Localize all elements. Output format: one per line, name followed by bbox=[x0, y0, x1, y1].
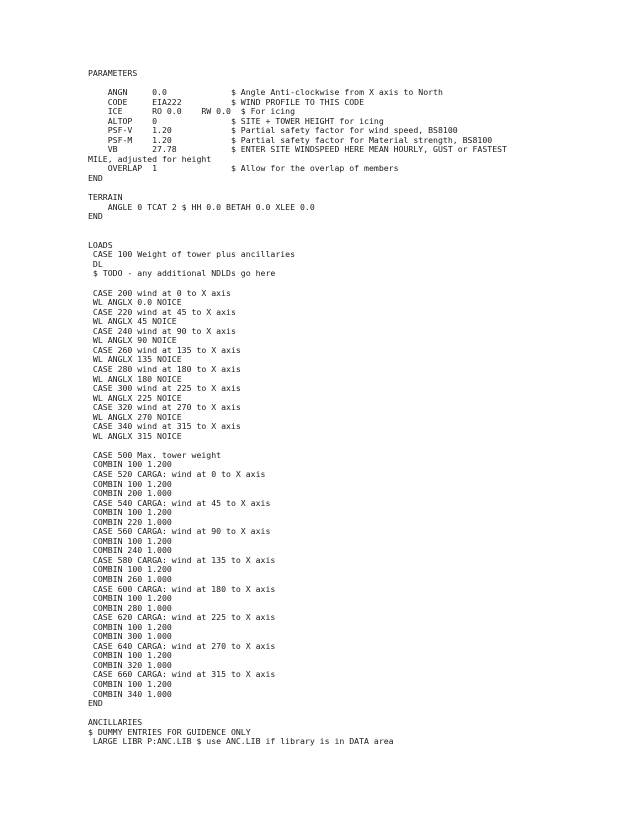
document-line: CASE 600 CARGA: wind at 180 to X axis bbox=[88, 583, 276, 594]
document-line: COMBIN 340 1.000 bbox=[88, 688, 172, 699]
document-line: COMBIN 280 1.000 bbox=[88, 602, 172, 613]
document-line bbox=[88, 709, 618, 719]
document-line: CASE 560 CARGA: wind at 90 to X axis bbox=[88, 526, 271, 537]
document-line: CASE 280 wind at 180 to X axis bbox=[88, 363, 241, 374]
document-line bbox=[88, 231, 618, 241]
document-line: CASE 620 CARGA: wind at 225 to X axis bbox=[88, 612, 276, 623]
document-line: CASE 660 CARGA: wind at 315 to X axis bbox=[88, 669, 276, 680]
document-line: END bbox=[88, 698, 103, 709]
document-line: LOADS bbox=[88, 239, 113, 250]
document-line: CASE 220 wind at 45 to X axis bbox=[88, 306, 236, 317]
document-line: WL ANGLX 315 NOICE bbox=[88, 430, 182, 441]
document-line: CODE EIA222 $ WIND PROFILE TO THIS CODE bbox=[88, 96, 365, 107]
document-line: PARAMETERS bbox=[88, 68, 138, 78]
document-line: CASE 540 CARGA: wind at 45 to X axis bbox=[88, 497, 271, 508]
document-line: ICE RO 0.0 RW 0.0 $ For icing bbox=[88, 106, 296, 117]
document-line: COMBIN 100 1.200 bbox=[88, 564, 172, 575]
document-line: COMBIN 100 1.200 bbox=[88, 621, 172, 632]
document-line: WL ANGLX 135 NOICE bbox=[88, 354, 182, 365]
document-line: ANGN 0.0 $ Angle Anti-clockwise from X axis to North bbox=[88, 87, 443, 98]
document-line: $ DUMMY ENTRIES FOR GUIDENCE ONLY bbox=[88, 726, 251, 737]
document-line: CASE 260 wind at 135 to X axis bbox=[88, 344, 241, 355]
document-line: COMBIN 100 1.200 bbox=[88, 507, 172, 518]
document-line: WL ANGLX 270 NOICE bbox=[88, 411, 182, 422]
document-line: COMBIN 100 1.200 bbox=[88, 650, 172, 661]
document-line: COMBIN 220 1.000 bbox=[88, 516, 172, 527]
document-line: COMBIN 100 1.200 bbox=[88, 535, 172, 546]
document-line: LARGE LIBR P:ANC.LIB $ use ANC.LIB if library is in DATA area bbox=[88, 736, 394, 747]
document-line: CASE 640 CARGA: wind at 270 to X axis bbox=[88, 640, 276, 651]
document-line: OVERLAP 1 $ Allow for the overlap of members bbox=[88, 163, 399, 174]
document-line: CASE 580 CARGA: wind at 135 to X axis bbox=[88, 554, 276, 565]
document-line: WL ANGLX 0.0 NOICE bbox=[88, 297, 182, 308]
document-line: COMBIN 320 1.000 bbox=[88, 659, 172, 670]
document-line: VB 27.78 $ ENTER SITE WINDSPEED HERE MEAN HOURLY, GUST or FASTEST bbox=[88, 144, 507, 155]
document-line: COMBIN 100 1.200 bbox=[88, 478, 172, 489]
document-line: DL bbox=[88, 258, 103, 269]
document-line: CASE 520 CARGA: wind at 0 to X axis bbox=[88, 468, 266, 479]
document-line: ANCILLARIES bbox=[88, 717, 143, 728]
document-line: ANGLE 0 TCAT 2 $ HH 0.0 BETAH 0.0 XLEE 0.0 bbox=[88, 201, 315, 212]
document-line: CASE 100 Weight of tower plus ancillaries bbox=[88, 249, 296, 260]
document-line: COMBIN 100 1.200 bbox=[88, 593, 172, 604]
document-line bbox=[88, 222, 618, 232]
document-line: COMBIN 260 1.000 bbox=[88, 573, 172, 584]
document-line: WL ANGLX 225 NOICE bbox=[88, 392, 182, 403]
document-line: CASE 300 wind at 225 to X axis bbox=[88, 383, 241, 394]
document-line: CASE 200 wind at 0 to X axis bbox=[88, 287, 231, 298]
document-line bbox=[88, 184, 618, 194]
document-line: WL ANGLX 180 NOICE bbox=[88, 373, 182, 384]
document-line: CASE 500 Max. tower weight bbox=[88, 449, 222, 460]
document-line: COMBIN 240 1.000 bbox=[88, 545, 172, 556]
document-line: CASE 320 wind at 270 to X axis bbox=[88, 402, 241, 413]
document-line: END bbox=[88, 173, 103, 184]
document-line: PSF-V 1.20 $ Partial safety factor for wind speed, BS8100 bbox=[88, 125, 458, 136]
document-line: COMBIN 300 1.000 bbox=[88, 631, 172, 642]
document-line: COMBIN 200 1.000 bbox=[88, 488, 172, 499]
document-line: MILE, adjusted for height bbox=[88, 153, 212, 164]
document-line: PSF-M 1.20 $ Partial safety factor for Material strength, BS8100 bbox=[88, 134, 493, 145]
document-line: $ TODO - any additional NDLDs go here bbox=[88, 268, 276, 279]
document-line: END bbox=[88, 211, 103, 222]
document-line: TERRAIN bbox=[88, 192, 123, 203]
document-line: WL ANGLX 90 NOICE bbox=[88, 335, 177, 346]
document-line: COMBIN 100 1.200 bbox=[88, 459, 172, 470]
document-line: CASE 240 wind at 90 to X axis bbox=[88, 325, 236, 336]
document-line: WL ANGLX 45 NOICE bbox=[88, 316, 177, 327]
document-line: ALTOP 0 $ SITE + TOWER HEIGHT for icing bbox=[88, 115, 384, 126]
document-line: CASE 340 wind at 315 to X axis bbox=[88, 421, 241, 432]
document-line: COMBIN 100 1.200 bbox=[88, 679, 172, 689]
document-body bbox=[88, 69, 618, 747]
